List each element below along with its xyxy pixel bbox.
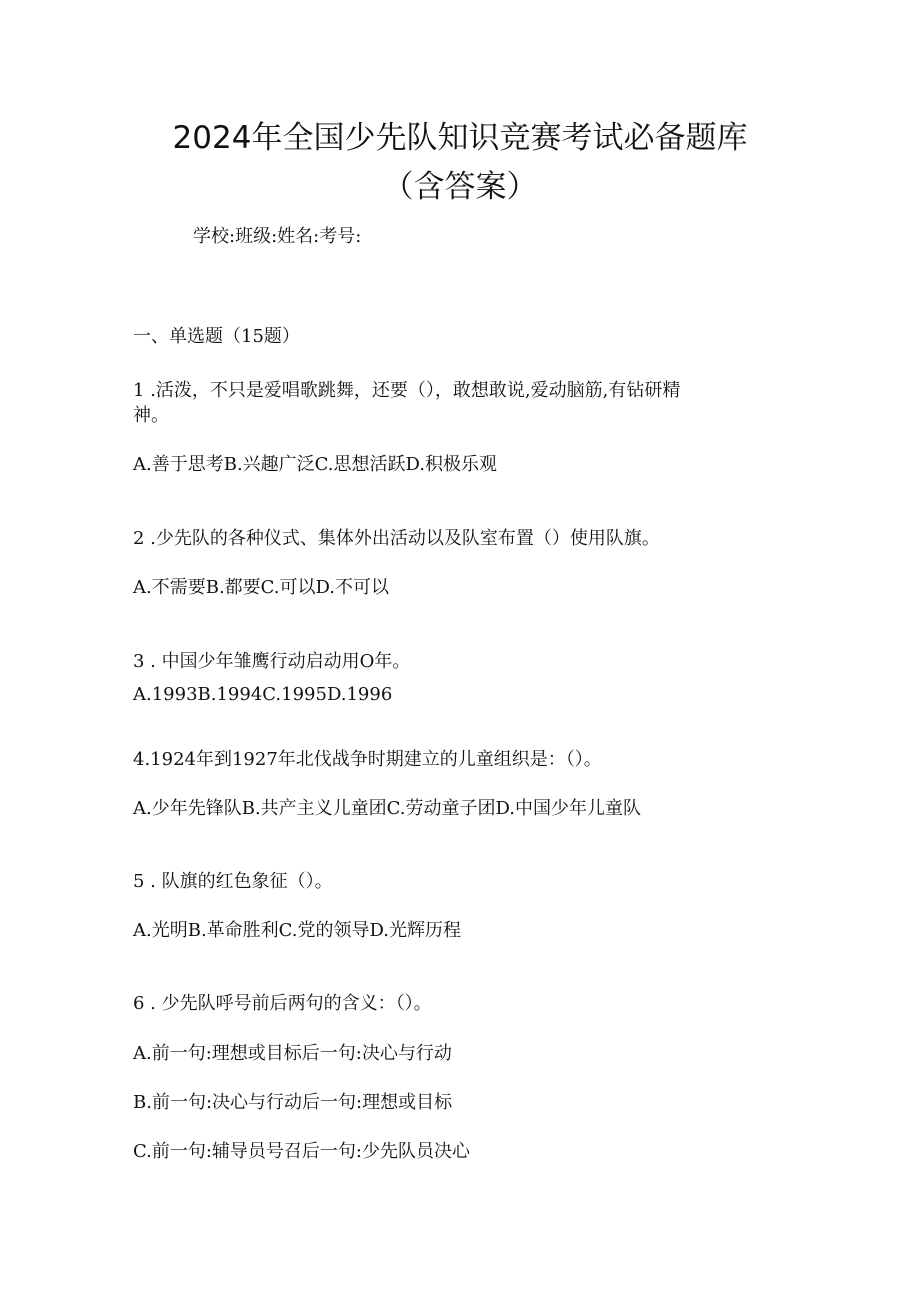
question-3-stem: 3 . 中国少年雏鹰行动启动用O年。 (133, 651, 411, 672)
question-6-option-b: B.前一句:决心与行动后一句:理想或目标 (133, 1092, 453, 1113)
title-line-1: 2024年全国少先队知识竞赛考试必备题库 (172, 120, 748, 156)
question-1-stem-line-2: 神。 (133, 405, 169, 426)
student-info-line: 学校:班级:姓名:考号: (193, 226, 362, 247)
question-3-options: A.1993B.1994C.1995D.1996 (133, 684, 393, 705)
question-2-stem: 2 .少先队的各种仪式、集体外出活动以及队室布置（）使用队旗。 (133, 528, 660, 549)
question-6-option-a: A.前一句:理想或目标后一句:决心与行动 (133, 1043, 452, 1064)
question-4-stem: 4.1924年到1927年北伐战争时期建立的儿童组织是：（）。 (133, 749, 602, 770)
question-5-options: A.光明B.革命胜利C.党的领导D.光辉历程 (133, 920, 462, 941)
section-heading: 一、单选题（15题） (133, 326, 300, 347)
question-6-option-c: C.前一句:辅导员号召后一句:少先队员决心 (133, 1141, 470, 1162)
question-5-stem: 5 . 队旗的红色象征（）。 (133, 871, 333, 892)
title-line-2: （含答案） (382, 169, 538, 205)
question-2-options: A.不需要B.都要C.可以D.不可以 (133, 577, 390, 598)
question-1-stem-line-1: 1 .活泼，不只是爱唱歌跳舞，还要（），敢想敢说,爱动脑筋,有钻研精 (133, 380, 681, 401)
question-4-options: A.少年先锋队B.共产主义儿童团C.劳动童子团D.中国少年儿童队 (133, 798, 642, 819)
question-6-stem: 6 . 少先队呼号前后两句的含义：（）。 (133, 993, 432, 1014)
question-1-options: A.善于思考B.兴趣广泛C.思想活跃D.积极乐观 (133, 454, 498, 475)
